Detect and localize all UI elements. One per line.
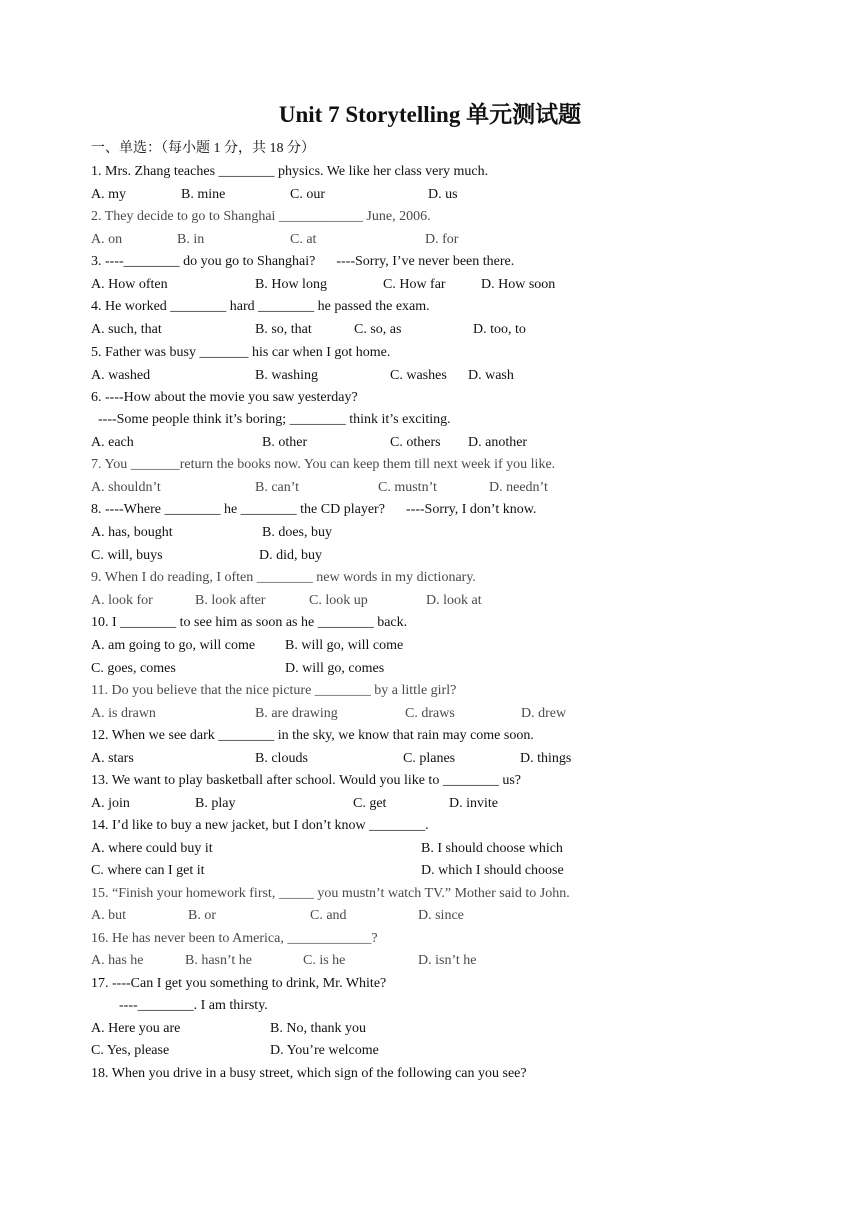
option: D. things (520, 751, 572, 766)
option: D. for (425, 232, 459, 247)
option: B. will go, will come (285, 638, 404, 653)
option: B. or (188, 908, 216, 923)
option: C. our (290, 187, 325, 202)
option: A. is drawn (91, 706, 156, 721)
option: A. has he (91, 953, 144, 968)
option: A. but (91, 908, 126, 923)
question-stem: 12. When we see dark ________ in the sky, we know that rain may come soon. (91, 728, 534, 743)
option: D. wash (468, 368, 514, 383)
option: A. shouldn’t (91, 480, 161, 495)
option: B. other (262, 435, 308, 450)
option: A. join (91, 796, 130, 811)
option: B. in (177, 232, 205, 247)
question-stem: 14. I’d like to buy a new jacket, but I don’t know ________. (91, 818, 429, 833)
question-stem: 18. When you drive in a busy street, which sign of the following can you see? (91, 1066, 527, 1081)
option: D. another (468, 435, 528, 450)
page-title: Unit 7 Storytelling 单元测试题 (278, 102, 582, 127)
option: B. look after (195, 593, 266, 608)
option: A. where could buy it (91, 841, 213, 856)
option: A. each (91, 435, 134, 450)
option: C. will, buys (91, 548, 163, 563)
option: D. since (418, 908, 464, 923)
option: C. is he (303, 953, 346, 968)
question-stem: 8. ----Where ________ he ________ the CD player? ----Sorry, I don’t know. (91, 502, 537, 517)
option: C. How far (383, 277, 446, 292)
option: A. stars (91, 751, 134, 766)
option: B. so, that (255, 322, 312, 337)
option: D. look at (426, 593, 482, 608)
option: B. hasn’t he (185, 953, 253, 968)
option: D. You’re welcome (270, 1043, 379, 1058)
section-heading: 一、单选：（每小题 1 分，共 18 分） (91, 141, 315, 156)
option: C. washes (390, 368, 447, 383)
option: A. look for (91, 593, 153, 608)
option: A. has, bought (91, 525, 173, 540)
option: C. planes (403, 751, 456, 766)
option: B. mine (181, 187, 226, 202)
option: C. look up (309, 593, 368, 608)
option: D. How soon (481, 277, 556, 292)
option: C. draws (405, 706, 455, 721)
question-stem: 17. ----Can I get you something to drink, Mr. White? (91, 976, 387, 991)
option: A. am going to go, will come (91, 638, 256, 653)
question-stem: 9. When I do reading, I often ________ new words in my dictionary. (91, 570, 476, 585)
option: C. goes, comes (91, 661, 176, 676)
option: B. can’t (255, 480, 300, 495)
option: A. on (91, 232, 123, 247)
option: A. How often (91, 277, 168, 292)
option: B. I should choose which (421, 841, 563, 856)
option: C. and (310, 908, 347, 923)
option: D. isn’t he (418, 953, 477, 968)
option: C. so, as (354, 322, 402, 337)
option: A. Here you are (91, 1021, 181, 1036)
question-stem: 2. They decide to go to Shanghai ____________ June, 2006. (91, 209, 431, 224)
question-stem: 4. He worked ________ hard ________ he passed the exam. (91, 299, 430, 314)
question-stem: 1. Mrs. Zhang teaches ________ physics. We like her class very much. (91, 164, 489, 179)
question-stem-reply: ----________. I am thirsty. (91, 998, 268, 1013)
option: B. How long (255, 277, 327, 292)
option: B. are drawing (255, 706, 338, 721)
option: D. us (428, 187, 458, 202)
option: D. will go, comes (285, 661, 385, 676)
option: D. which I should choose (421, 863, 564, 878)
question-stem: 16. He has never been to America, ____________? (91, 931, 378, 946)
option: C. Yes, please (91, 1043, 170, 1058)
question-stem-reply: ----Some people think it’s boring; ________ think it’s exciting. (91, 412, 451, 427)
option: B. washing (255, 368, 318, 383)
question-stem: 3. ----________ do you go to Shanghai? ----Sorry, I’ve never been there. (91, 254, 515, 269)
option: D. drew (521, 706, 567, 721)
option: C. where can I get it (91, 863, 205, 878)
option: D. too, to (473, 322, 526, 337)
question-stem: 6. ----How about the movie you saw yesterday? (91, 390, 358, 405)
option: B. does, buy (262, 525, 332, 540)
option: D. did, buy (259, 548, 322, 563)
option: C. mustn’t (378, 480, 437, 495)
question-stem: 7. You _______return the books now. You can keep them till next week if you like. (91, 457, 556, 472)
option: D. invite (449, 796, 498, 811)
option: D. needn’t (489, 480, 548, 495)
option: C. at (290, 232, 317, 247)
question-stem: 15. “Finish your homework first, _____ you mustn’t watch TV.” Mother said to John. (91, 886, 570, 901)
question-stem: 10. I ________ to see him as soon as he ________ back. (91, 615, 408, 630)
question-stem: 5. Father was busy _______ his car when I got home. (91, 345, 391, 360)
option: B. play (195, 796, 236, 811)
question-stem: 13. We want to play basketball after school. Would you like to ________ us? (91, 773, 521, 788)
option: A. washed (91, 368, 151, 383)
option: A. such, that (91, 322, 162, 337)
option: B. No, thank you (270, 1021, 367, 1036)
option: B. clouds (255, 751, 308, 766)
option: C. get (353, 796, 387, 811)
option: C. others (390, 435, 441, 450)
option: A. my (91, 187, 126, 202)
question-stem: 11. Do you believe that the nice picture ________ by a little girl? (91, 683, 457, 698)
